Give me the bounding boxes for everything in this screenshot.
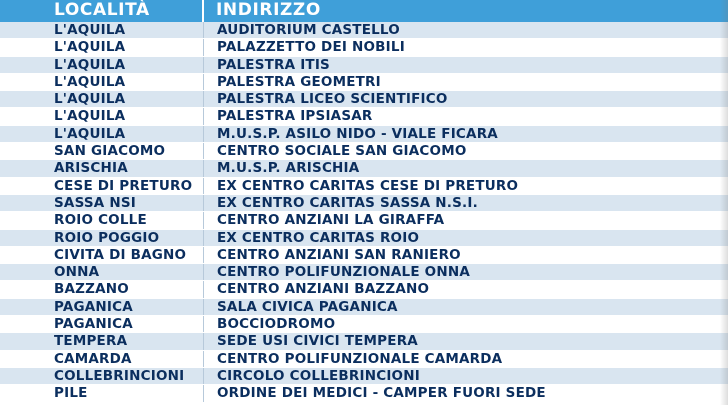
cell-indirizzo: PALESTRA LICEO SCIENTIFICO bbox=[217, 91, 448, 108]
cell-localita: L'AQUILA bbox=[54, 39, 126, 56]
table-row bbox=[0, 22, 728, 39]
table-header bbox=[0, 0, 728, 22]
column-divider bbox=[203, 160, 204, 176]
column-divider bbox=[203, 91, 204, 107]
cell-indirizzo: CENTRO ANZIANI SAN RANIERO bbox=[217, 246, 461, 263]
column-divider bbox=[203, 22, 204, 38]
table-row bbox=[0, 333, 728, 350]
cell-localita: L'AQUILA bbox=[54, 73, 126, 90]
cell-localita: SAN GIACOMO bbox=[54, 143, 166, 160]
cell-indirizzo: CENTRO POLIFUNZIONALE ONNA bbox=[217, 264, 470, 281]
table-row bbox=[0, 212, 728, 229]
cell-indirizzo: M.U.S.P. ASILO NIDO - VIALE FICARA bbox=[217, 125, 498, 142]
column-divider bbox=[203, 230, 204, 246]
cell-localita: BAZZANO bbox=[54, 281, 129, 298]
cell-localita: L'AQUILA bbox=[54, 56, 126, 73]
cell-localita: L'AQUILA bbox=[54, 108, 126, 125]
cell-localita: TEMPERA bbox=[54, 333, 128, 350]
cell-localita: CESE DI PRETURO bbox=[54, 177, 193, 194]
table-row bbox=[0, 368, 728, 385]
cell-localita: SASSA NSI bbox=[54, 194, 137, 211]
column-divider bbox=[203, 316, 204, 332]
header-divider bbox=[202, 0, 204, 22]
table-row bbox=[0, 91, 728, 108]
cell-localita: L'AQUILA bbox=[54, 91, 126, 108]
table-row bbox=[0, 264, 728, 281]
cell-indirizzo: M.U.S.P. ARISCHIA bbox=[217, 160, 360, 177]
cell-localita: ARISCHIA bbox=[54, 160, 128, 177]
column-divider bbox=[203, 39, 204, 55]
column-divider bbox=[203, 368, 204, 384]
table-row bbox=[0, 195, 728, 212]
table-row bbox=[0, 299, 728, 316]
cell-indirizzo: ORDINE DEI MEDICI - CAMPER FUORI SEDE bbox=[217, 385, 546, 402]
cell-indirizzo: PALESTRA GEOMETRI bbox=[217, 73, 381, 90]
cell-localita: L'AQUILA bbox=[54, 125, 126, 142]
cell-indirizzo: EX CENTRO CARITAS ROIO bbox=[217, 229, 420, 246]
cell-localita: ROIO COLLE bbox=[54, 212, 147, 229]
cell-localita: L'AQUILA bbox=[54, 22, 126, 38]
table-row bbox=[0, 316, 728, 333]
column-divider bbox=[203, 57, 204, 73]
column-divider bbox=[203, 247, 204, 263]
cell-indirizzo: CIRCOLO COLLEBRINCIONI bbox=[217, 367, 420, 384]
column-divider bbox=[203, 299, 204, 315]
cell-indirizzo: CENTRO SOCIALE SAN GIACOMO bbox=[217, 143, 467, 160]
column-divider bbox=[203, 74, 204, 90]
table-row bbox=[0, 230, 728, 247]
table-row bbox=[0, 247, 728, 264]
cell-indirizzo: PALESTRA IPSIASAR bbox=[217, 108, 373, 125]
cell-indirizzo: EX CENTRO CARITAS CESE DI PRETURO bbox=[217, 177, 519, 194]
table-body bbox=[0, 22, 728, 403]
table-row bbox=[0, 281, 728, 298]
table-row bbox=[0, 57, 728, 74]
table-row bbox=[0, 74, 728, 91]
cell-indirizzo: EX CENTRO CARITAS SASSA N.S.I. bbox=[217, 194, 478, 211]
table-row bbox=[0, 178, 728, 195]
table-row bbox=[0, 143, 728, 160]
column-divider bbox=[203, 195, 204, 211]
column-divider bbox=[203, 281, 204, 297]
cell-localita: PAGANICA bbox=[54, 298, 133, 315]
cell-indirizzo: AUDITORIUM CASTELLO bbox=[217, 22, 400, 38]
table-row bbox=[0, 385, 728, 402]
cell-localita: PAGANICA bbox=[54, 316, 133, 333]
column-divider bbox=[203, 212, 204, 228]
column-divider bbox=[203, 351, 204, 367]
cell-indirizzo: SALA CIVICA PAGANICA bbox=[217, 298, 398, 315]
cell-localita: PILE bbox=[54, 385, 88, 402]
page-edge-shadow bbox=[720, 0, 728, 405]
cell-indirizzo: SEDE USI CIVICI TEMPERA bbox=[217, 333, 418, 350]
cell-localita: CIVITA DI BAGNO bbox=[54, 246, 187, 263]
column-divider bbox=[203, 385, 204, 401]
table-row bbox=[0, 108, 728, 125]
column-divider bbox=[203, 143, 204, 159]
column-header-indirizzo[interactable]: INDIRIZZO bbox=[216, 0, 321, 20]
cell-indirizzo: CENTRO ANZIANI LA GIRAFFA bbox=[217, 212, 445, 229]
column-divider bbox=[203, 108, 204, 124]
table-row bbox=[0, 39, 728, 56]
column-divider bbox=[203, 178, 204, 194]
cell-indirizzo: CENTRO ANZIANI BAZZANO bbox=[217, 281, 430, 298]
column-divider bbox=[203, 126, 204, 142]
column-divider bbox=[203, 333, 204, 349]
cell-localita: COLLEBRINCIONI bbox=[54, 367, 185, 384]
cell-localita: ONNA bbox=[54, 264, 100, 281]
cell-localita: ROIO POGGIO bbox=[54, 229, 160, 246]
cell-indirizzo: PALESTRA ITIS bbox=[217, 56, 330, 73]
cell-indirizzo: PALAZZETTO DEI NOBILI bbox=[217, 39, 405, 56]
table-row bbox=[0, 126, 728, 143]
cell-indirizzo: BOCCIODROMO bbox=[217, 316, 336, 333]
cell-indirizzo: CENTRO POLIFUNZIONALE CAMARDA bbox=[217, 350, 503, 367]
column-divider bbox=[203, 264, 204, 280]
table-row bbox=[0, 351, 728, 368]
cell-localita: CAMARDA bbox=[54, 350, 132, 367]
column-header-localita[interactable]: LOCALITÀ bbox=[54, 0, 150, 20]
table-row bbox=[0, 160, 728, 177]
